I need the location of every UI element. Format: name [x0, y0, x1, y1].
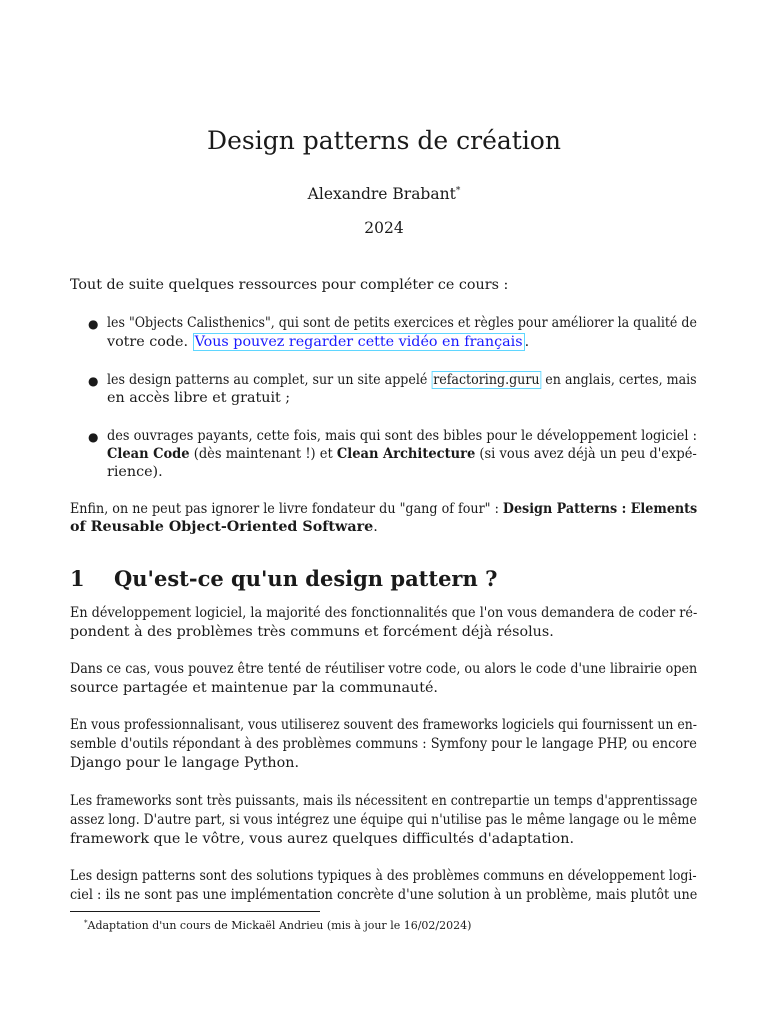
year: 2024 [364, 219, 404, 237]
paragraph-line: Dans ce cas, vous pouvez être tenté de réutiliser votre code, ou alors le code d'une librairie open [70, 661, 698, 677]
intro-text: Tout de suite quelques ressources pour compléter ce cours : [70, 277, 509, 293]
paragraph-line: En développement logiciel, la majorité des fonctionnalités que l'on vous demandera de coder ré- [70, 605, 698, 621]
bullet-icon: ● [88, 317, 99, 331]
bullet-2-line-1: les design patterns au complet, sur un site appelé refactoring.guru en anglais, certes, mais [107, 372, 697, 388]
paragraph-line: En vous professionnalisant, vous utiliserez souvent des frameworks logiciels qui fournissent un en- [70, 717, 698, 733]
bullet-1-line-2: votre code. Vous pouvez regarder cette vidéo en français . [107, 334, 530, 350]
bullet-icon: ● [88, 374, 99, 388]
bullet-1-line-1: les "Objects Calisthenics", qui sont de petits exercices et règles pour améliorer la qualité de [107, 315, 697, 331]
paragraph-line: assez long. D'autre part, si vous intégrez une équipe qui n'utilise pas le même langage ou le même [70, 812, 697, 828]
paragraph-line: Django pour le langage Python. [70, 755, 300, 771]
enfin-line-1: Enfin, on ne peut pas ignorer le livre fondateur du "gang of four" : Design Patterns : Elements [70, 501, 698, 517]
footnote-rule [70, 911, 320, 912]
section-number: 1 [70, 566, 85, 591]
bullet-3-line-2: Clean Code (dès maintenant !) et Clean Architecture (si vous avez déjà un peu d'expé- [107, 446, 697, 462]
paragraph-line: pondent à des problèmes très communs et forcément déjà résolus. [70, 624, 554, 640]
enfin-line-2: of Reusable Object-Oriented Software. [70, 519, 378, 535]
document-title: Design patterns de création [207, 126, 561, 155]
paragraph-line: semble d'outils répondant à des problèmes communs : Symfony pour le langage PHP, ou encore [70, 736, 697, 752]
bullet-3-line-1: des ouvrages payants, cette fois, mais qui sont des bibles pour le développement logiciel : [107, 428, 697, 444]
author: Alexandre Brabant* [307, 185, 461, 203]
paragraph-line: source partagée et maintenue par la communauté. [70, 680, 438, 696]
paragraph-line: framework que le vôtre, vous aurez quelques difficultés d'adaptation. [70, 831, 574, 847]
footnote-marker: * [455, 186, 461, 196]
section-title: Qu'est-ce qu'un design pattern ? [114, 566, 498, 591]
paragraph-line: ciel : ils ne sont pas une implémentation concrète d'une solution à un problème, mais plutôt une [70, 887, 698, 903]
bullet-icon: ● [88, 430, 99, 444]
bullet-2-line-2: en accès libre et gratuit ; [107, 390, 291, 406]
video-link[interactable]: Vous pouvez regarder cette vidéo en français [194, 334, 523, 350]
paragraph-line: Les frameworks sont très puissants, mais ils nécessitent en contrepartie un temps d'apprentissage [70, 793, 698, 809]
refactoring-guru-link[interactable]: refactoring.guru [433, 372, 540, 388]
paragraph-line: Les design patterns sont des solutions typiques à des problèmes communs en développement logi- [70, 868, 697, 884]
footnote: *Adaptation d'un cours de Mickaël Andrieu (mis à jour le 16/02/2024) [84, 919, 472, 932]
section-heading [70, 565, 497, 593]
bullet-3-line-3: rience). [107, 464, 163, 480]
